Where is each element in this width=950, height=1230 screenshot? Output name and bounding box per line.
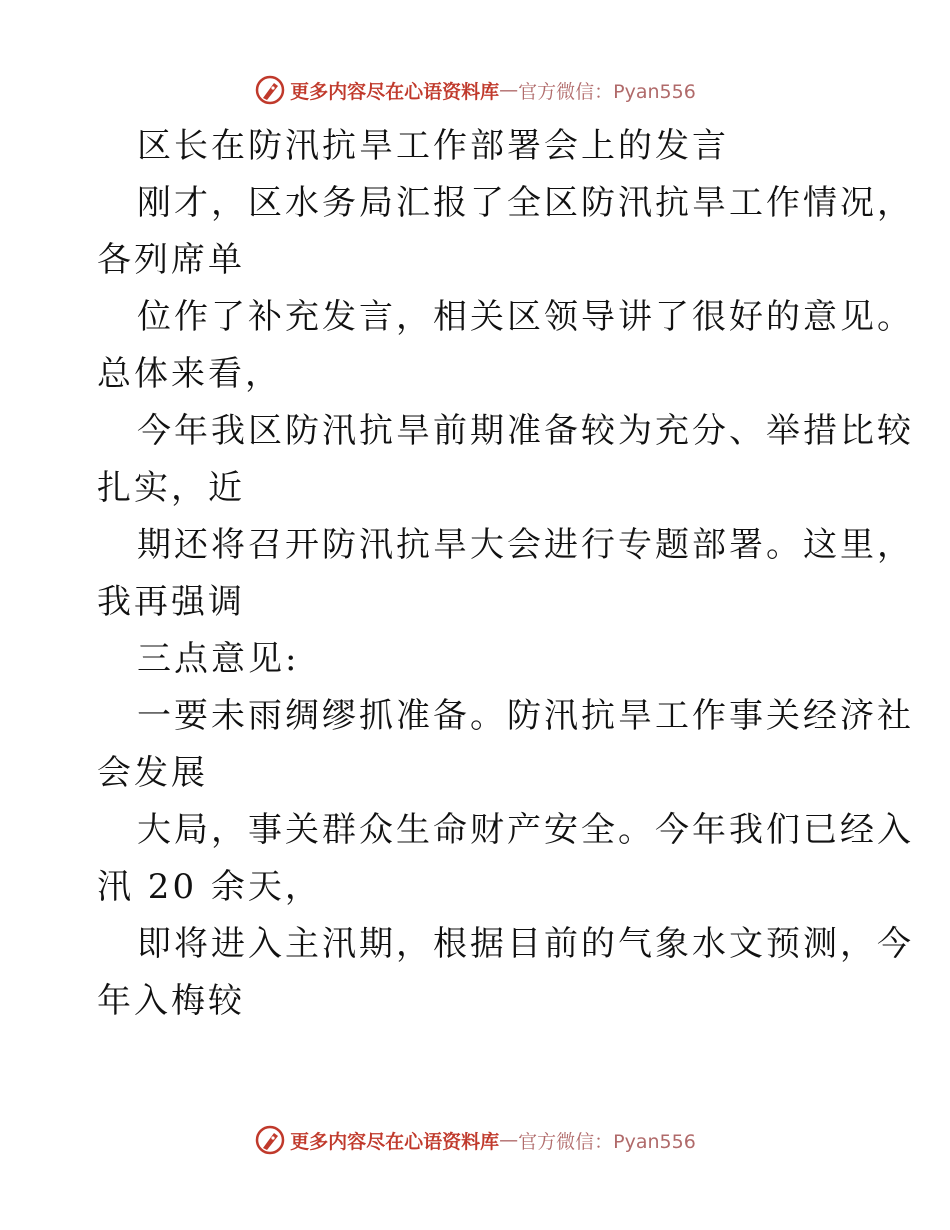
banner-sub-text: 官方微信：Pyan556 bbox=[518, 1130, 696, 1153]
text-line: 扎实，近 bbox=[97, 468, 245, 508]
text-line: 即将进入主汛期，根据目前的气象水文预测，今 bbox=[137, 924, 914, 964]
text-line: 一要未雨绸缪抓准备。防汛抗旱工作事关经济社 bbox=[137, 696, 914, 736]
banner-separator: — bbox=[499, 79, 519, 101]
footer-banner bbox=[0, 1120, 950, 1160]
document-body bbox=[97, 118, 914, 1030]
text-line: 会发展 bbox=[97, 753, 208, 793]
text-line: 各列席单 bbox=[97, 240, 245, 280]
pen-nib-logo-icon bbox=[254, 74, 286, 106]
document-title: 区长在防汛抗旱工作部署会上的发言 bbox=[137, 126, 729, 166]
banner-main-text: 更多内容尽在心语资料库 bbox=[290, 1130, 500, 1153]
text-line: 刚才，区水务局汇报了全区防汛抗旱工作情况， bbox=[137, 183, 914, 223]
text-line: 年入梅较 bbox=[97, 981, 245, 1021]
text-line: 总体来看， bbox=[97, 354, 282, 394]
text-line: 我再强调 bbox=[97, 582, 245, 622]
text-line: 位作了补充发言，相关区领导讲了很好的意见。 bbox=[137, 297, 914, 337]
pen-nib-logo-icon bbox=[254, 1124, 286, 1156]
header-banner bbox=[0, 70, 950, 110]
banner-main-text: 更多内容尽在心语资料库 bbox=[290, 80, 500, 103]
text-line: 汛 20 余天， bbox=[97, 867, 322, 907]
banner-separator: — bbox=[499, 1129, 519, 1151]
text-line: 期还将召开防汛抗旱大会进行专题部署。这里， bbox=[137, 525, 914, 565]
text-line: 三点意见: bbox=[137, 639, 300, 679]
text-line: 今年我区防汛抗旱前期准备较为充分、举措比较 bbox=[137, 411, 914, 451]
banner-sub-text: 官方微信：Pyan556 bbox=[518, 80, 696, 103]
text-line: 大局，事关群众生命财产安全。今年我们已经入 bbox=[137, 810, 914, 850]
